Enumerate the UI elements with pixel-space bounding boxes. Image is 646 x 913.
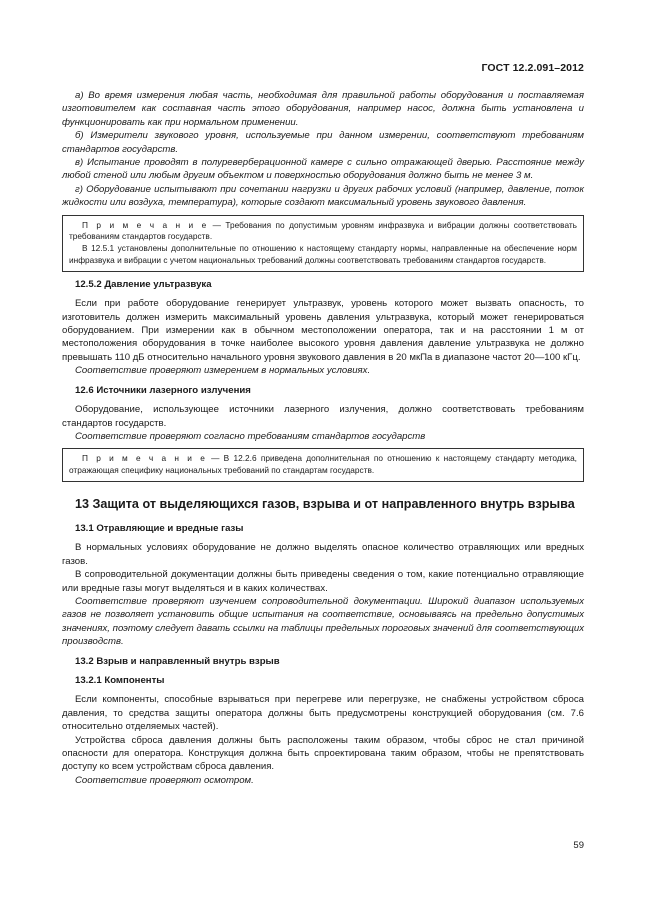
paragraph-gas-2: В сопроводительной документации должны быть приведены сведения о том, какие потенциально отравляющие или вредные газы могут выделяться и в каких количествах. [62,569,584,594]
note-paragraph [69,453,577,477]
note-text: — В 12.2.6 приведена дополнительная по отношению к настоящему стандарту методика, отражающая специфику национальных требований по стандартам государств. [69,453,577,476]
document-code-header: ГОСТ 12.2.091–2012 [481,62,584,74]
section-heading-13-1: 13.1 Отравляющие и вредные газы [75,522,244,534]
paragraph-laser: Оборудование, использующее источники лазерного излучения, должно соответствовать требованиям стандартов государств. [62,404,584,429]
paragraph-components-check: Соответствие проверяют осмотром. [75,774,254,786]
document-body [62,89,584,787]
section-heading-13-2-1: 13.2.1 Компоненты [75,674,165,686]
paragraph-ultrasound: Если при работе оборудование генерирует ультразвук, уровень которого может вызвать опасность, то изготовитель должен измерить максимальный уровень давления ультразвука, который может генерироваться оборудованием. При измерении как в обычном местоположении оператора, так и на расстоянии 1 м от местоположения оборудования в точке наиболее высокого уровня давления давление ультразвука не должно превышать 110 дБ относительно начального уровня звукового давления в 20 мкПа в диапазоне частот 20—100 кГц. [62,298,584,363]
section-heading-12-5-2: 12.5.2 Давление ультразвука [75,278,212,290]
note-label: П р и м е ч а н и е [82,219,209,230]
paragraph-gas-1: В нормальных условиях оборудование не должно выделять опасное количество отравляющих или вредных газов. [62,542,584,567]
paragraph-components-1: Если компоненты, способные взрываться при перегреве или перегрузке, не снабжены устройством сброса давления, то средства защиты оператора должны быть предусмотрены конструкцией оборудования (см. 7.6 относительно отделяемых частей). [62,694,584,733]
paragraph-ultrasound-check: Соответствие проверяют измерением в нормальных условиях. [75,365,371,377]
page-number: 59 [573,840,584,851]
note-paragraph-2: В 12.5.1 установлены дополнительные по отношению к настоящему стандарту нормы, направленные на обеспечение норм инфразвука и вибрации с учетом национальных требований должны соответствовать требованиям стандартов государств. [69,243,577,266]
section-heading-12-6: 12.6 Источники лазерного излучения [75,384,251,396]
section-heading-13: 13 Защита от выделяющихся газов, взрыва и от направленного внутрь взрыва [75,496,575,511]
paragraph-item-a: а) Во время измерения любая часть, необходимая для правильной работы оборудования и поставляемая изготовителем как составная часть этого оборудования, например насос, должна быть установлена и функционировать как при нормальном применении. [62,90,584,128]
section-heading-13-2: 13.2 Взрыв и направленный внутрь взрыв [75,655,280,667]
paragraph-item-b: б) Измерители звукового уровня, используемые при данном измерении, соответствуют требованиям стандартов государств. [62,130,584,155]
paragraph-laser-check: Соответствие проверяют согласно требованиям стандартов государств [75,430,426,442]
paragraph-item-g: г) Оборудование испытывают при сочетании нагрузки и других рабочих условий (например, давление, поток жидкости или воздуха, температура), которые создают максимальный уровень звукового давления. [62,183,584,209]
note-paragraph-1 [69,220,577,244]
document-page [62,0,584,913]
note-label: П р и м е ч а н и е [82,453,207,464]
paragraph-item-v: в) Испытание проводят в полуреверберационной камере с сильно отражающей дверью. Расстояние между любой стеной или любым другим объектом и поверхностью оборудования должно быть не менее 3 м. [62,157,584,182]
note-text: — Требования по допустимым уровням инфразвука и вибрации должны соответствовать требованиям стандартов государств. [69,219,578,242]
paragraph-components-2: Устройства сброса давления должны быть расположены таким образом, чтобы сброс не стал причиной опасности для оператора. Конструкция должна быть спроектирована таким образом, чтобы не препятствовать доступу ко всем устройствам сброса давления. [62,734,584,773]
note-box-infrasound [62,215,584,272]
paragraph-gas-check: Соответствие проверяют изучением сопроводительной документации. Широкий диапазон используемых газов не позволяет установить общие испытания на соответствие, основываясь на предельно допустимых значениях, поэтому следует давать ссылки на таблицы предельных пороговых значений для соответствующих производств. [62,595,584,648]
note-box-laser [62,448,584,482]
